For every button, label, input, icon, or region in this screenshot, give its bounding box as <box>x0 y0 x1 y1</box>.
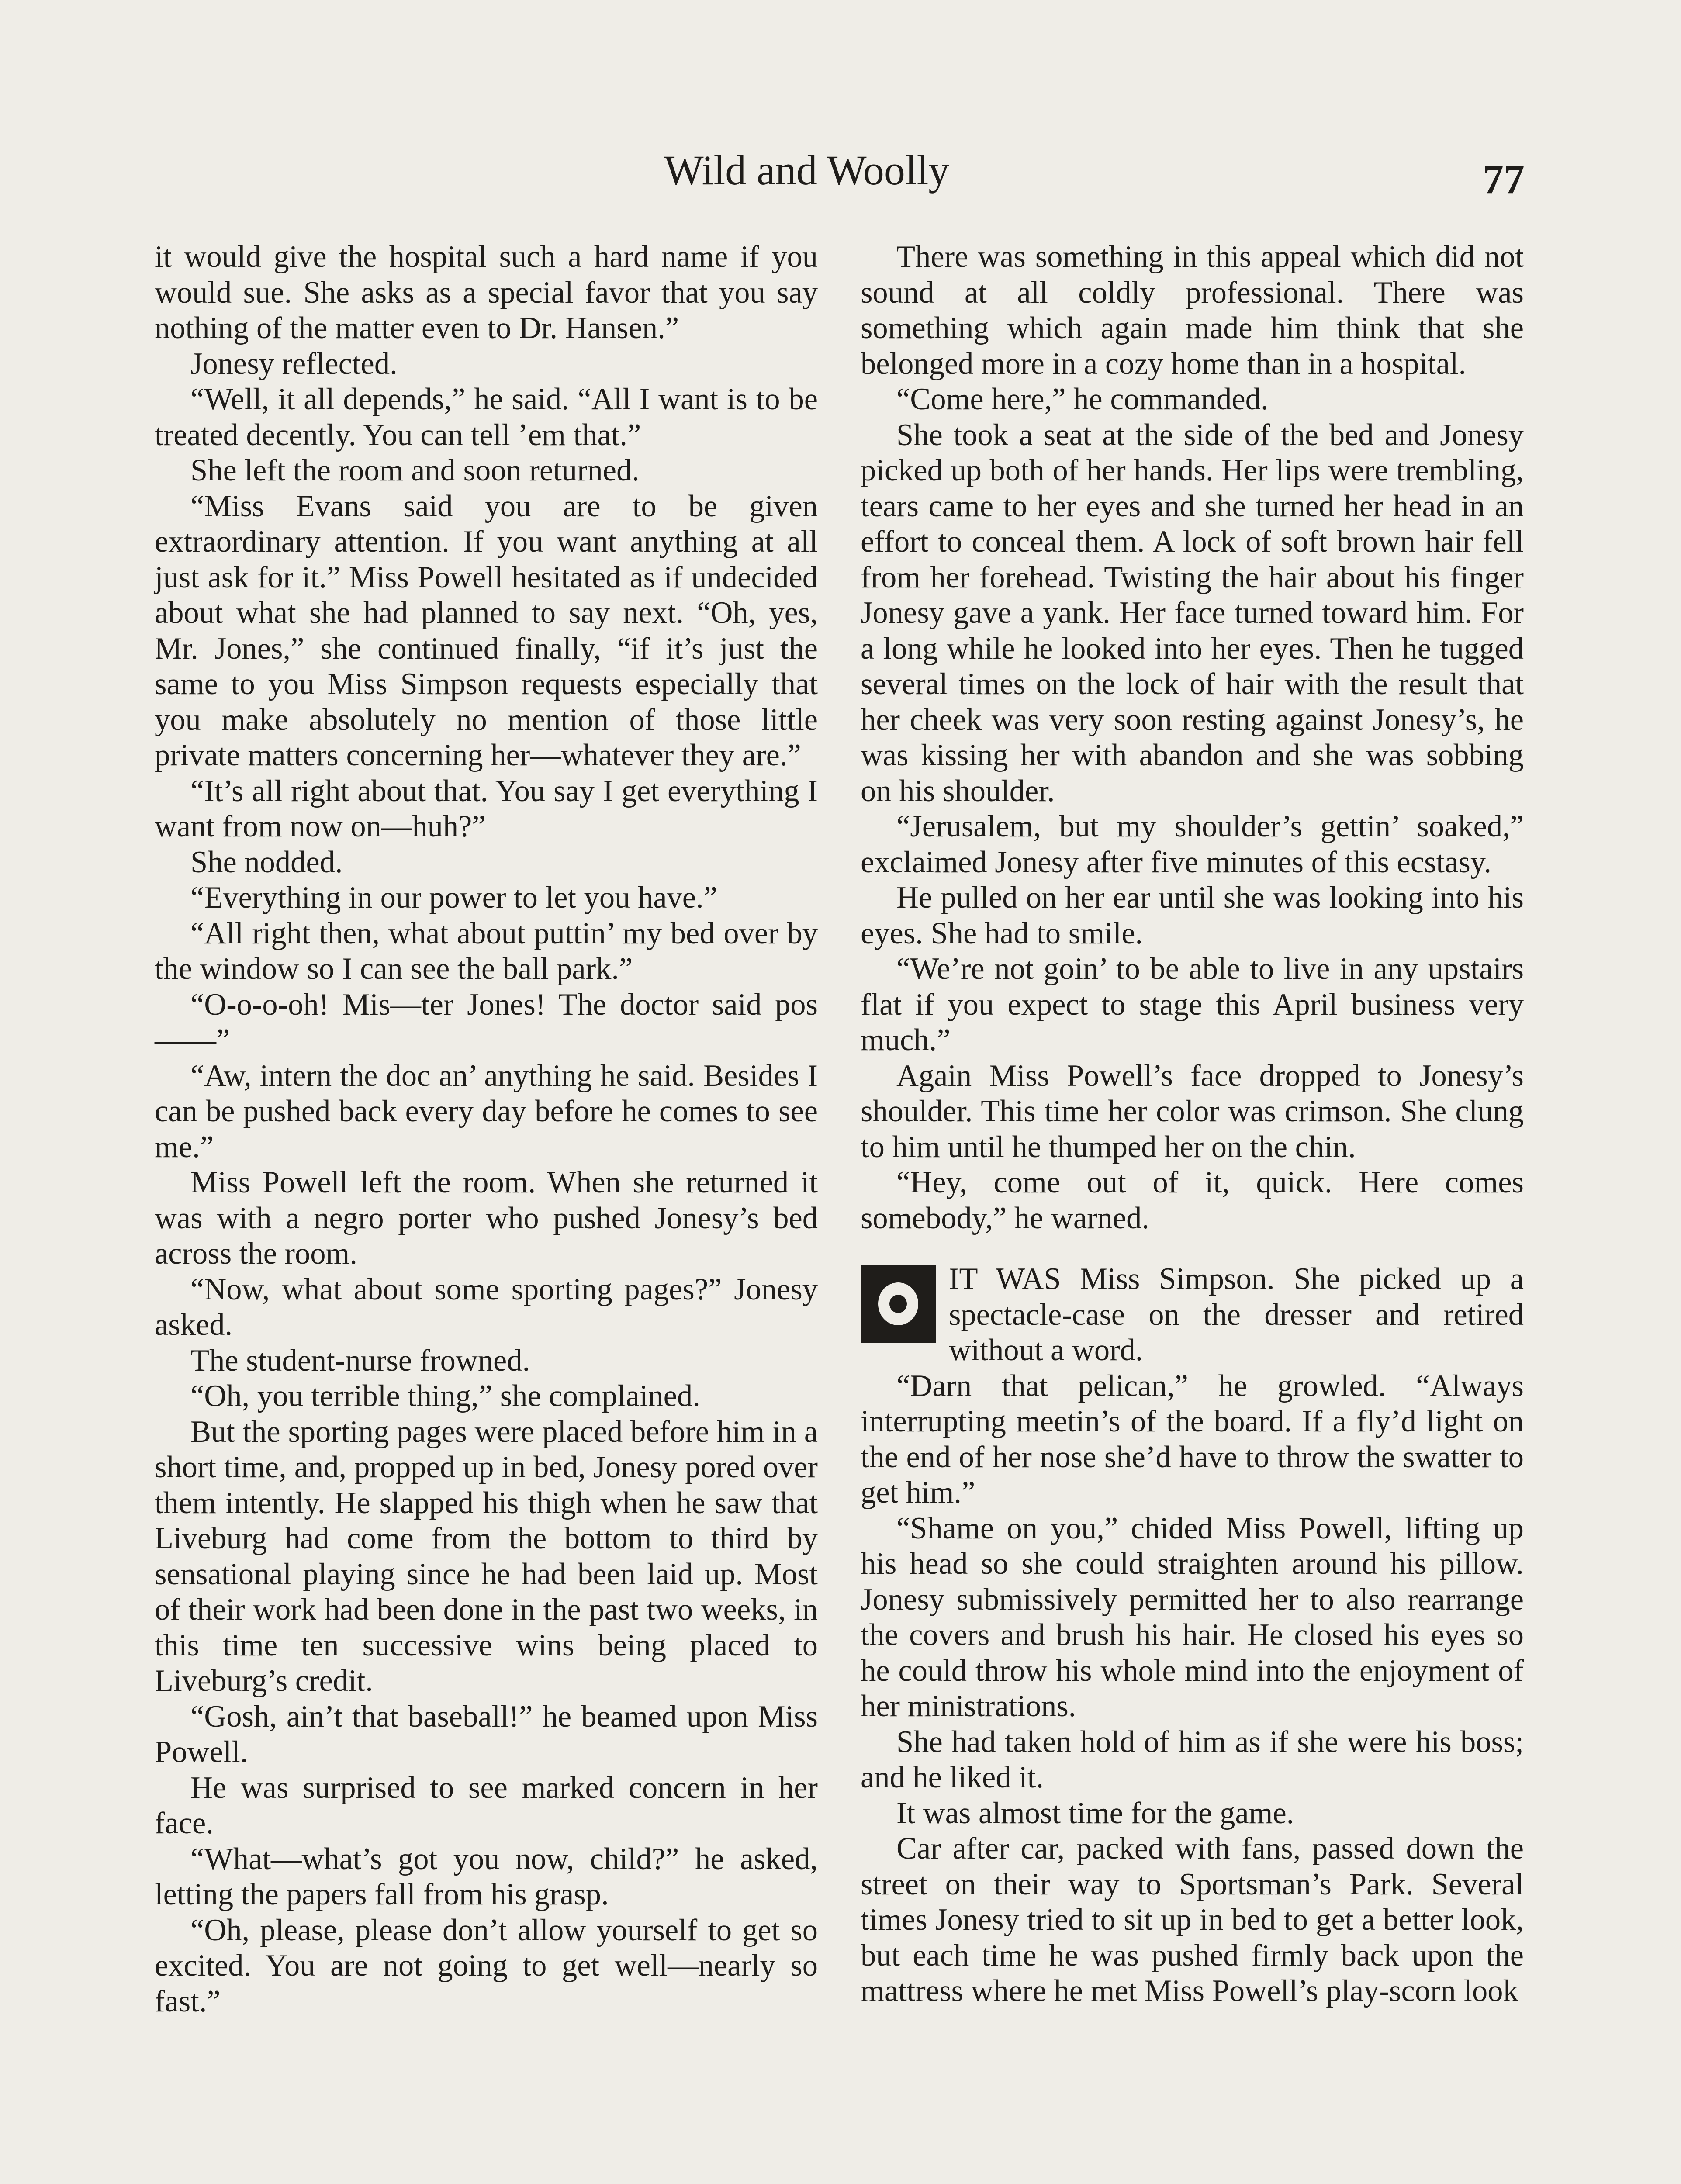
paragraph: “We’re not goin’ to be able to live in any upstairs flat if you expect to stage this April business very much.” <box>861 952 1524 1057</box>
paragraph: “It’s all right about that. You say I get everything I want from now on—huh?” <box>155 774 818 843</box>
paragraph: Miss Powell left the room. When she returned it was with a negro porter who pushed Jonesy’s bed across the room. <box>155 1165 818 1271</box>
paragraph: “Come here,” he commanded. <box>896 382 1269 416</box>
paragraph: “Miss Evans said you are to be given extraordinary attention. If you want anything at all just ask for it.” Miss Powell hesitated as if undecided about what she had planned to say next. “Oh, yes, Mr. Jones,” she continued finally, “if it’s just the same to you Miss Simpson requests especially that you make absolutely no mention of those little private matters concerning her—whatever they are.” <box>155 489 818 772</box>
paragraph: it would give the hospital such a hard name if you would sue. She asks as a special favor that you say nothing of the matter even to Dr. Hansen.” <box>155 240 818 345</box>
paragraph: “O-o-o-oh! Mis—ter Jones! The doctor said pos——” <box>155 987 818 1057</box>
paragraph: He was surprised to see marked concern in her face. <box>155 1770 818 1840</box>
section-opening-paragraph <box>861 1261 1524 1368</box>
page-header <box>0 144 1681 210</box>
paragraph: “Darn that pelican,” he growled. “Always interrupting meetin’s of the board. If a fly’d light on the end of her nose she’d have to throw the swatter to get him.” <box>861 1368 1524 1510</box>
paragraph: The student-nurse frowned. <box>190 1343 530 1378</box>
paragraph: Again Miss Powell’s face dropped to Jonesy’s shoulder. This time her color was crimson. She clung to him until he thumped her on the chin. <box>861 1058 1524 1164</box>
paragraph: “Oh, you terrible thing,” she complained. <box>190 1379 700 1413</box>
paragraph: Car after car, packed with fans, passed down the street on their way to Sportsman’s Park. Several times Jonesy tried to sit up in bed to get a better look, but each time he was pushed firmly back upon the mattress where he met Miss Powell’s play-scorn look <box>861 1832 1524 2008</box>
paragraph: “What—what’s got you now, child?” he asked, letting the papers fall from his grasp. <box>155 1842 818 1911</box>
paragraph: “Jerusalem, but my shoulder’s gettin’ soaked,” exclaimed Jonesy after five minutes of this ecstasy. <box>861 809 1524 879</box>
paragraph: Jonesy reflected. <box>190 346 398 381</box>
left-column <box>155 239 818 2019</box>
page-number: 77 <box>1483 156 1525 202</box>
paragraph: “Well, it all depends,” he said. “All I want is to be treated decently. You can tell ’em that.” <box>155 382 818 452</box>
paragraph: It was almost time for the game. <box>896 1796 1294 1830</box>
paragraph: “Now, what about some sporting pages?” Jonesy asked. <box>155 1272 818 1342</box>
paragraph: She had taken hold of him as if she were his boss; and he liked it. <box>861 1724 1524 1794</box>
paragraph: She nodded. <box>190 845 343 879</box>
paragraph: “Everything in our power to let you have.” <box>190 881 717 915</box>
paragraph: He pulled on her ear until she was looking into his eyes. She had to smile. <box>861 881 1524 950</box>
paragraph: “Shame on you,” chided Miss Powell, lifting up his head so she could straighten around his pillow. Jonesy submissively permitted her to also rearrange the covers and brush his hair. He closed his eyes so he could throw his whole mind into the enjoyment of her ministrations. <box>861 1511 1524 1723</box>
right-column <box>861 239 1524 2009</box>
paragraph: “Oh, please, please don’t allow yourself to get so excited. You are not going to get well—nearly so fast.” <box>155 1913 818 2018</box>
section-opening-text: IT WAS Miss Simpson. She picked up a spectacle-case on the dresser and retired without a word. <box>949 1262 1524 1367</box>
ornamental-dropcap-icon <box>861 1265 936 1343</box>
paragraph: “Hey, come out of it, quick. Here comes somebody,” he warned. <box>861 1165 1524 1235</box>
paragraph: There was something in this appeal which did not sound at all coldly professional. There was something which again made him think that she belonged more in a cozy home than in a hospital. <box>861 240 1524 381</box>
paragraph: “Gosh, ain’t that baseball!” he beamed upon Miss Powell. <box>155 1699 818 1769</box>
running-title: Wild and Woolly <box>664 147 950 194</box>
paragraph: She left the room and soon returned. <box>190 453 640 487</box>
paragraph: She took a seat at the side of the bed and Jonesy picked up both of her hands. Her lips were trembling, tears came to her eyes and she turned her head in an effort to conceal them. A lock of soft brown hair fell from her forehead. Twisting the hair about his finger Jonesy gave a yank. Her face turned toward him. For a long while he looked into her eyes. Then he tugged several times on the lock of hair with the result that her cheek was very soon resting against Jonesy’s, he was kissing her with abandon and she was sobbing on his shoulder. <box>861 418 1524 808</box>
paragraph: But the sporting pages were placed before him in a short time, and, propped up in bed, Jonesy pored over them intently. He slapped his thigh when he saw that Liveburg had come from the bottom to third by sensational playing since he had been laid up. Most of their work had been done in the past two weeks, in this time ten successive wins being placed to Liveburg’s credit. <box>155 1414 818 1698</box>
paragraph: “All right then, what about puttin’ my bed over by the window so I can see the ball park.” <box>155 916 818 986</box>
paragraph: “Aw, intern the doc an’ anything he said. Besides I can be pushed back every day before he comes to see me.” <box>155 1058 818 1164</box>
